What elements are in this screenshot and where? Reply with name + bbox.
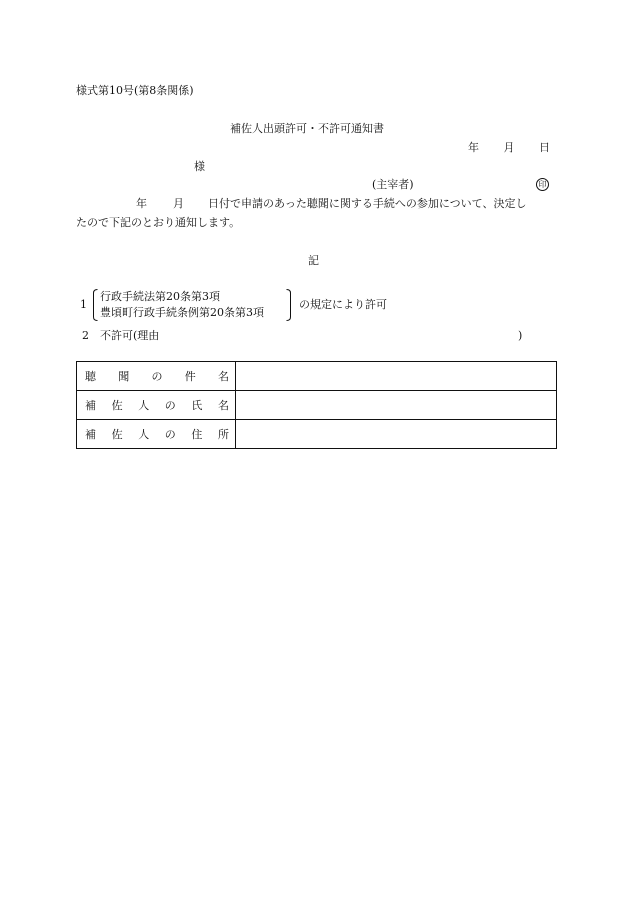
issue-date — [468, 141, 550, 155]
label-cell — [77, 391, 236, 420]
table-row — [77, 420, 557, 449]
sender-label: (主宰者) — [372, 178, 414, 191]
left-brace-icon — [92, 289, 98, 321]
date-month: 月 — [503, 141, 515, 154]
assistant-address-label: 補 佐 人 の 住 所 — [85, 428, 229, 441]
addressee-suffix: 様 — [194, 160, 205, 173]
hearing-subject-label: 聴 聞 の 件 名 — [85, 370, 229, 383]
body-month: 月 — [173, 197, 184, 210]
document-title: 補佐人出頭許可・不許可通知書 — [230, 122, 384, 135]
date-year: 年 — [468, 141, 479, 154]
item-1-law: 行政手続法第20条第3項 — [100, 290, 220, 303]
form-number: 様式第10号(第8条関係) — [76, 84, 194, 97]
body-year: 年 — [136, 197, 147, 210]
body-line-1-text: 日付で申請のあった聴聞に関する手続への参加について、決定し — [208, 197, 527, 210]
assistant-name-label: 補 佐 人 の 氏 名 — [85, 399, 229, 412]
item-1-number: 1 — [80, 298, 87, 311]
table-row — [77, 391, 557, 420]
item-2-close: ) — [518, 329, 523, 342]
right-brace-icon — [286, 289, 292, 321]
item-1-ordinance: 豊頃町行政手続条例第20条第3項 — [100, 306, 264, 319]
ki-heading: 記 — [308, 254, 319, 267]
label-cell — [77, 420, 236, 449]
item-2-text: 不許可(理由 — [100, 329, 160, 342]
info-table — [76, 361, 557, 449]
item-2-number: 2 — [82, 329, 89, 342]
body-line-2: たので下記のとおり通知します。 — [76, 216, 241, 229]
seal-mark: 印 — [536, 178, 549, 191]
assistant-name-value — [236, 391, 557, 420]
label-cell — [77, 362, 236, 391]
table-row — [77, 362, 557, 391]
item-1-suffix: の規定により許可 — [299, 298, 387, 311]
hearing-subject-value — [236, 362, 557, 391]
assistant-address-value — [236, 420, 557, 449]
body-line-1 — [76, 197, 554, 211]
date-day: 日 — [539, 141, 550, 154]
